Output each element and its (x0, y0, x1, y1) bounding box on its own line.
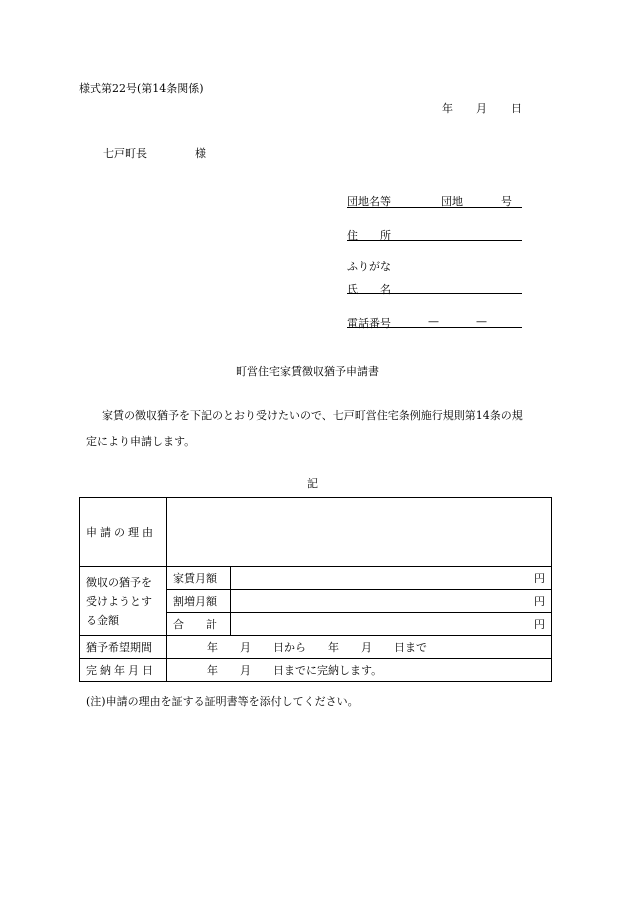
completion-row (80, 659, 552, 682)
period-row (80, 636, 552, 659)
phone-label: 電話番号 (347, 317, 391, 330)
surcharge-label: 割増月額 (167, 590, 231, 613)
addressee-honorific: 様 (195, 147, 206, 160)
rent-yen[interactable]: 円 (231, 567, 552, 590)
body-line-1: 家賃の徴収猶予を下記のとおり受けたいので、七戸町営住宅条例施行規則第14条の規 (102, 409, 523, 422)
name-underline (347, 293, 522, 294)
addressee-name: 七戸町長 (103, 147, 147, 160)
form-number: 様式第22号(第14条関係) (79, 82, 204, 95)
rent-row (80, 567, 552, 590)
footnote: (注)申請の理由を証する証明書等を添付してください。 (86, 695, 359, 708)
completion-value[interactable]: 年 月 日までに完納します。 (167, 659, 552, 682)
phone-underline (347, 327, 522, 328)
danchi-suffix: 団地 (441, 195, 463, 208)
furigana-label: ふりがな (347, 260, 391, 273)
danchi-label: 団地名等 (347, 195, 391, 208)
amount-label-line2: 受けようとす (86, 594, 152, 608)
document-title: 町営住宅家賃徴収猶予申請書 (236, 365, 379, 378)
ki-heading: 記 (307, 477, 318, 490)
name-label: 氏 名 (347, 283, 391, 296)
reason-row (80, 498, 552, 567)
surcharge-yen[interactable]: 円 (231, 590, 552, 613)
body-line-2: 定により申請します。 (86, 435, 196, 448)
danchi-underline (347, 207, 522, 208)
period-label: 猶予希望期間 (80, 636, 167, 659)
address-label: 住 所 (347, 229, 391, 242)
date-month: 月 (476, 102, 487, 115)
reason-label: 申請の理由 (80, 498, 167, 567)
phone-dash-2: — (476, 315, 487, 328)
total-label: 合 計 (167, 613, 231, 636)
amount-label (80, 567, 167, 636)
period-value[interactable]: 年 月 日から 年 月 日まで (167, 636, 552, 659)
amount-label-line1: 徴収の猶予を (86, 575, 152, 589)
date-year: 年 (442, 102, 453, 115)
application-table (79, 497, 552, 682)
amount-label-line3: る金額 (86, 613, 119, 627)
date-day: 日 (511, 102, 522, 115)
go-suffix: 号 (501, 195, 512, 208)
rent-label: 家賃月額 (167, 567, 231, 590)
phone-dash-1: — (428, 315, 439, 328)
completion-label: 完納年月日 (80, 659, 167, 682)
reason-field[interactable] (167, 498, 552, 567)
address-underline (347, 240, 522, 241)
total-yen[interactable]: 円 (231, 613, 552, 636)
